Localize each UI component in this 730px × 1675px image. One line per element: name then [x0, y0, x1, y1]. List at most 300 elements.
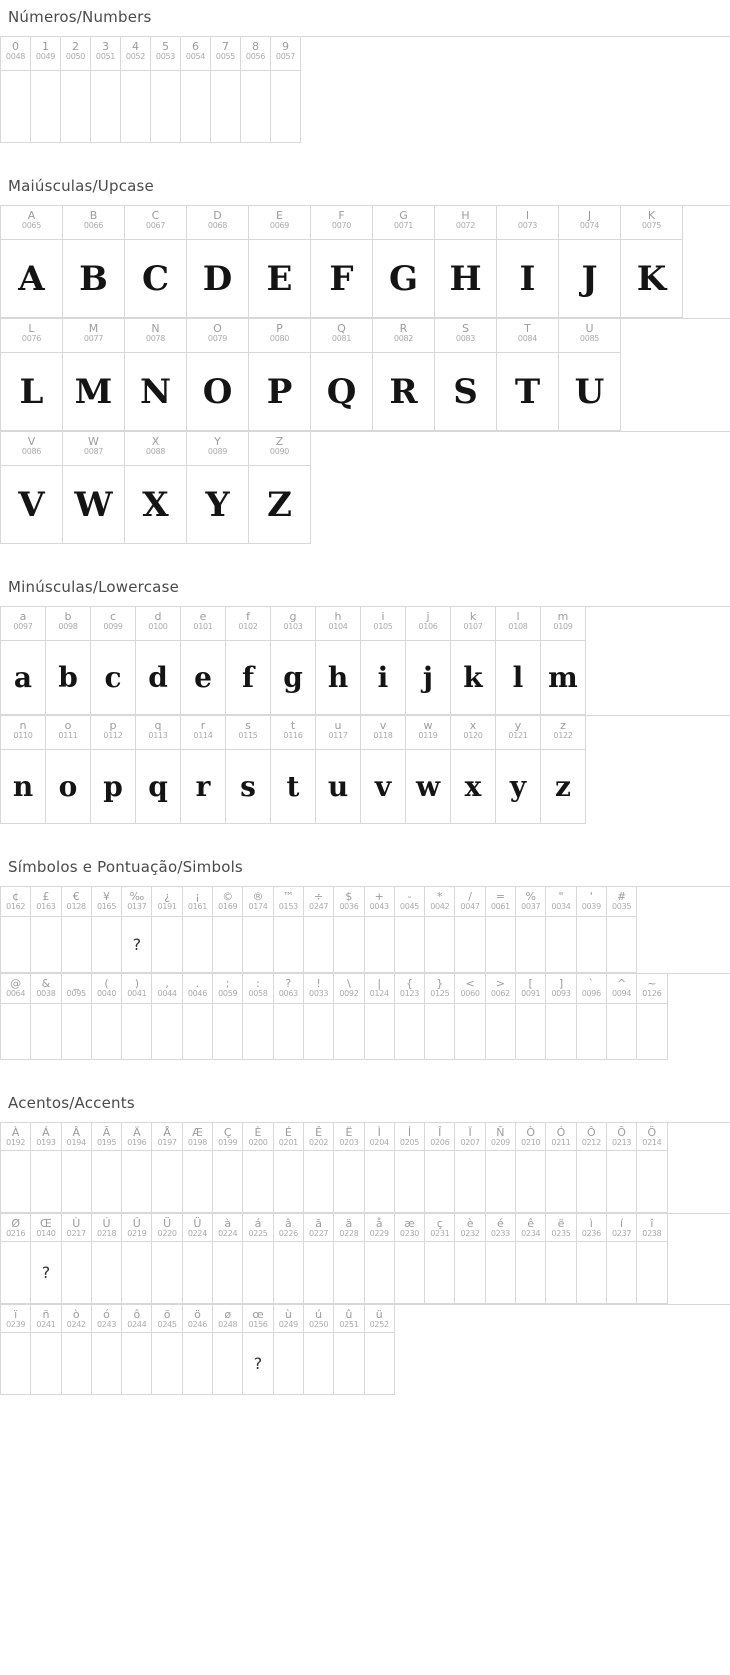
glyph-header-cell[interactable] [213, 1214, 243, 1242]
glyph-header-cell[interactable] [122, 1305, 152, 1333]
glyph-body-cell[interactable] [91, 641, 136, 715]
glyph-body-cell[interactable] [271, 641, 316, 715]
glyph-header-cell[interactable] [91, 37, 121, 71]
glyph-body-cell[interactable] [304, 1004, 334, 1060]
glyph-body-cell[interactable] [213, 1242, 243, 1304]
glyph-header-cell[interactable] [373, 319, 435, 353]
glyph-header-cell[interactable] [91, 607, 136, 641]
glyph-body-cell[interactable] [31, 917, 61, 973]
glyph-header-cell[interactable] [271, 37, 301, 71]
glyph-body-cell[interactable] [486, 1242, 516, 1304]
glyph-body-cell[interactable] [455, 1151, 485, 1213]
glyph-header-cell[interactable] [365, 887, 395, 917]
glyph-body-cell[interactable] [559, 353, 621, 431]
glyph-body-cell[interactable] [152, 1004, 182, 1060]
glyph-header-cell[interactable] [136, 607, 181, 641]
glyph-body-cell[interactable] [395, 1151, 425, 1213]
glyph-header-cell[interactable] [1, 974, 31, 1004]
glyph-header-cell[interactable] [451, 716, 496, 750]
glyph-header-cell[interactable] [455, 1123, 485, 1151]
glyph-header-cell[interactable] [304, 1123, 334, 1151]
glyph-header-cell[interactable] [274, 1214, 304, 1242]
glyph-header-cell[interactable] [243, 1305, 273, 1333]
glyph-body-cell[interactable] [451, 641, 496, 715]
glyph-body-cell[interactable] [334, 917, 364, 973]
glyph-body-cell[interactable] [92, 1333, 122, 1395]
glyph-header-cell[interactable] [311, 319, 373, 353]
glyph-header-cell[interactable] [31, 887, 61, 917]
glyph-header-cell[interactable] [395, 1214, 425, 1242]
glyph-body-cell[interactable] [213, 917, 243, 973]
glyph-body-cell[interactable] [243, 1151, 273, 1213]
glyph-header-cell[interactable] [455, 1214, 485, 1242]
glyph-body-cell[interactable] [425, 917, 455, 973]
glyph-body-cell[interactable] [181, 71, 211, 143]
glyph-header-cell[interactable] [63, 206, 125, 240]
glyph-body-cell[interactable] [1, 353, 63, 431]
glyph-header-cell[interactable] [213, 1305, 243, 1333]
glyph-body-cell[interactable] [63, 353, 125, 431]
glyph-header-cell[interactable] [181, 716, 226, 750]
glyph-header-cell[interactable] [183, 974, 213, 1004]
glyph-body-cell[interactable] [435, 240, 497, 318]
glyph-header-cell[interactable] [92, 887, 122, 917]
glyph-body-cell[interactable] [365, 1004, 395, 1060]
glyph-body-cell[interactable] [497, 353, 559, 431]
glyph-body-cell[interactable] [435, 353, 497, 431]
glyph-body-cell[interactable] [31, 1242, 61, 1304]
glyph-body-cell[interactable] [92, 1004, 122, 1060]
glyph-body-cell[interactable] [304, 1151, 334, 1213]
glyph-header-cell[interactable] [559, 206, 621, 240]
glyph-body-cell[interactable] [31, 71, 61, 143]
glyph-body-cell[interactable] [455, 917, 485, 973]
glyph-header-cell[interactable] [62, 1305, 92, 1333]
glyph-body-cell[interactable] [122, 1151, 152, 1213]
glyph-body-cell[interactable] [516, 1004, 546, 1060]
glyph-header-cell[interactable] [497, 319, 559, 353]
glyph-body-cell[interactable] [334, 1242, 364, 1304]
glyph-header-cell[interactable] [541, 607, 586, 641]
glyph-body-cell[interactable] [559, 240, 621, 318]
glyph-header-cell[interactable] [213, 1123, 243, 1151]
glyph-header-cell[interactable] [152, 1214, 182, 1242]
glyph-body-cell[interactable] [122, 1333, 152, 1395]
glyph-body-cell[interactable] [62, 1004, 92, 1060]
glyph-header-cell[interactable] [425, 1214, 455, 1242]
glyph-header-cell[interactable] [577, 887, 607, 917]
glyph-body-cell[interactable] [181, 641, 226, 715]
glyph-header-cell[interactable] [181, 607, 226, 641]
glyph-header-cell[interactable] [497, 206, 559, 240]
glyph-body-cell[interactable] [271, 750, 316, 824]
glyph-header-cell[interactable] [486, 887, 516, 917]
glyph-header-cell[interactable] [122, 1214, 152, 1242]
glyph-body-cell[interactable] [455, 1242, 485, 1304]
glyph-header-cell[interactable] [152, 887, 182, 917]
glyph-header-cell[interactable] [1, 1123, 31, 1151]
glyph-header-cell[interactable] [425, 887, 455, 917]
glyph-header-cell[interactable] [577, 974, 607, 1004]
glyph-body-cell[interactable] [63, 466, 125, 544]
glyph-body-cell[interactable] [1, 1151, 31, 1213]
glyph-body-cell[interactable] [61, 71, 91, 143]
glyph-header-cell[interactable] [406, 607, 451, 641]
glyph-header-cell[interactable] [92, 974, 122, 1004]
glyph-header-cell[interactable] [304, 887, 334, 917]
glyph-header-cell[interactable] [496, 607, 541, 641]
glyph-body-cell[interactable] [274, 1242, 304, 1304]
glyph-body-cell[interactable] [577, 1242, 607, 1304]
glyph-header-cell[interactable] [213, 974, 243, 1004]
glyph-header-cell[interactable] [395, 887, 425, 917]
glyph-body-cell[interactable] [304, 1242, 334, 1304]
glyph-body-cell[interactable] [62, 1333, 92, 1395]
glyph-body-cell[interactable] [546, 1004, 576, 1060]
glyph-body-cell[interactable] [125, 353, 187, 431]
glyph-body-cell[interactable] [1, 641, 46, 715]
glyph-body-cell[interactable] [249, 240, 311, 318]
glyph-body-cell[interactable] [226, 641, 271, 715]
glyph-header-cell[interactable] [637, 1123, 667, 1151]
glyph-body-cell[interactable] [211, 71, 241, 143]
glyph-header-cell[interactable] [46, 607, 91, 641]
glyph-header-cell[interactable] [435, 206, 497, 240]
glyph-body-cell[interactable] [213, 1004, 243, 1060]
glyph-body-cell[interactable] [451, 750, 496, 824]
glyph-header-cell[interactable] [62, 974, 92, 1004]
glyph-header-cell[interactable] [125, 432, 187, 466]
glyph-header-cell[interactable] [607, 887, 637, 917]
glyph-body-cell[interactable] [125, 240, 187, 318]
glyph-header-cell[interactable] [151, 37, 181, 71]
glyph-header-cell[interactable] [607, 1123, 637, 1151]
glyph-body-cell[interactable] [1, 1242, 31, 1304]
glyph-header-cell[interactable] [334, 1305, 364, 1333]
glyph-header-cell[interactable] [496, 716, 541, 750]
glyph-header-cell[interactable] [152, 1123, 182, 1151]
glyph-header-cell[interactable] [1, 1214, 31, 1242]
glyph-header-cell[interactable] [486, 1214, 516, 1242]
glyph-body-cell[interactable] [243, 1242, 273, 1304]
glyph-header-cell[interactable] [187, 319, 249, 353]
glyph-body-cell[interactable] [183, 1004, 213, 1060]
glyph-body-cell[interactable] [395, 1242, 425, 1304]
glyph-header-cell[interactable] [243, 1123, 273, 1151]
glyph-body-cell[interactable] [621, 240, 683, 318]
glyph-body-cell[interactable] [541, 750, 586, 824]
glyph-body-cell[interactable] [62, 1151, 92, 1213]
glyph-body-cell[interactable] [1, 917, 31, 973]
glyph-header-cell[interactable] [274, 974, 304, 1004]
glyph-header-cell[interactable] [121, 37, 151, 71]
glyph-body-cell[interactable] [497, 240, 559, 318]
glyph-body-cell[interactable] [183, 917, 213, 973]
glyph-body-cell[interactable] [92, 917, 122, 973]
glyph-header-cell[interactable] [559, 319, 621, 353]
glyph-body-cell[interactable] [395, 1004, 425, 1060]
glyph-body-cell[interactable] [334, 1333, 364, 1395]
glyph-header-cell[interactable] [607, 974, 637, 1004]
glyph-header-cell[interactable] [577, 1123, 607, 1151]
glyph-body-cell[interactable] [31, 1151, 61, 1213]
glyph-header-cell[interactable] [373, 206, 435, 240]
glyph-body-cell[interactable] [334, 1004, 364, 1060]
glyph-header-cell[interactable] [92, 1123, 122, 1151]
glyph-header-cell[interactable] [546, 887, 576, 917]
glyph-header-cell[interactable] [435, 319, 497, 353]
glyph-header-cell[interactable] [183, 1123, 213, 1151]
glyph-header-cell[interactable] [541, 716, 586, 750]
glyph-body-cell[interactable] [406, 641, 451, 715]
glyph-header-cell[interactable] [546, 1123, 576, 1151]
glyph-header-cell[interactable] [91, 716, 136, 750]
glyph-header-cell[interactable] [1, 319, 63, 353]
glyph-header-cell[interactable] [92, 1214, 122, 1242]
glyph-header-cell[interactable] [406, 716, 451, 750]
glyph-body-cell[interactable] [243, 1333, 273, 1395]
glyph-header-cell[interactable] [62, 1214, 92, 1242]
glyph-body-cell[interactable] [1, 1333, 31, 1395]
glyph-header-cell[interactable] [125, 319, 187, 353]
glyph-header-cell[interactable] [425, 974, 455, 1004]
glyph-header-cell[interactable] [516, 974, 546, 1004]
glyph-body-cell[interactable] [425, 1004, 455, 1060]
glyph-header-cell[interactable] [63, 432, 125, 466]
glyph-header-cell[interactable] [1, 1305, 31, 1333]
glyph-header-cell[interactable] [1, 607, 46, 641]
glyph-header-cell[interactable] [62, 887, 92, 917]
glyph-body-cell[interactable] [304, 917, 334, 973]
glyph-header-cell[interactable] [181, 37, 211, 71]
glyph-header-cell[interactable] [365, 1123, 395, 1151]
glyph-header-cell[interactable] [152, 974, 182, 1004]
glyph-body-cell[interactable] [152, 917, 182, 973]
glyph-body-cell[interactable] [274, 1004, 304, 1060]
glyph-body-cell[interactable] [1, 750, 46, 824]
glyph-header-cell[interactable] [637, 974, 667, 1004]
glyph-body-cell[interactable] [365, 1151, 395, 1213]
glyph-body-cell[interactable] [62, 1242, 92, 1304]
glyph-body-cell[interactable] [486, 917, 516, 973]
glyph-body-cell[interactable] [62, 917, 92, 973]
glyph-header-cell[interactable] [213, 887, 243, 917]
glyph-body-cell[interactable] [152, 1242, 182, 1304]
glyph-body-cell[interactable] [607, 1242, 637, 1304]
glyph-body-cell[interactable] [152, 1151, 182, 1213]
glyph-header-cell[interactable] [31, 37, 61, 71]
glyph-body-cell[interactable] [607, 917, 637, 973]
glyph-header-cell[interactable] [271, 716, 316, 750]
glyph-body-cell[interactable] [316, 750, 361, 824]
glyph-body-cell[interactable] [181, 750, 226, 824]
glyph-header-cell[interactable] [241, 37, 271, 71]
glyph-body-cell[interactable] [152, 1333, 182, 1395]
glyph-body-cell[interactable] [31, 1333, 61, 1395]
glyph-body-cell[interactable] [361, 750, 406, 824]
glyph-header-cell[interactable] [183, 1214, 213, 1242]
glyph-header-cell[interactable] [637, 1214, 667, 1242]
glyph-body-cell[interactable] [183, 1242, 213, 1304]
glyph-body-cell[interactable] [1, 1004, 31, 1060]
glyph-header-cell[interactable] [122, 1123, 152, 1151]
glyph-body-cell[interactable] [122, 1242, 152, 1304]
glyph-body-cell[interactable] [577, 1151, 607, 1213]
glyph-body-cell[interactable] [249, 466, 311, 544]
glyph-body-cell[interactable] [187, 353, 249, 431]
glyph-header-cell[interactable] [334, 1214, 364, 1242]
glyph-header-cell[interactable] [226, 607, 271, 641]
glyph-header-cell[interactable] [274, 1305, 304, 1333]
glyph-header-cell[interactable] [271, 607, 316, 641]
glyph-header-cell[interactable] [183, 1305, 213, 1333]
glyph-body-cell[interactable] [546, 917, 576, 973]
glyph-body-cell[interactable] [91, 71, 121, 143]
glyph-header-cell[interactable] [1, 206, 63, 240]
glyph-body-cell[interactable] [183, 1151, 213, 1213]
glyph-body-cell[interactable] [607, 1151, 637, 1213]
glyph-header-cell[interactable] [63, 319, 125, 353]
glyph-body-cell[interactable] [274, 1333, 304, 1395]
glyph-body-cell[interactable] [311, 240, 373, 318]
glyph-header-cell[interactable] [226, 716, 271, 750]
glyph-body-cell[interactable] [243, 917, 273, 973]
glyph-body-cell[interactable] [226, 750, 271, 824]
glyph-header-cell[interactable] [334, 887, 364, 917]
glyph-body-cell[interactable] [486, 1004, 516, 1060]
glyph-body-cell[interactable] [406, 750, 451, 824]
glyph-body-cell[interactable] [121, 71, 151, 143]
glyph-body-cell[interactable] [577, 917, 607, 973]
glyph-header-cell[interactable] [1, 37, 31, 71]
glyph-header-cell[interactable] [249, 319, 311, 353]
glyph-header-cell[interactable] [316, 607, 361, 641]
glyph-header-cell[interactable] [243, 887, 273, 917]
glyph-header-cell[interactable] [304, 974, 334, 1004]
glyph-body-cell[interactable] [455, 1004, 485, 1060]
glyph-header-cell[interactable] [621, 206, 683, 240]
glyph-header-cell[interactable] [1, 887, 31, 917]
glyph-header-cell[interactable] [183, 887, 213, 917]
glyph-body-cell[interactable] [334, 1151, 364, 1213]
glyph-body-cell[interactable] [91, 750, 136, 824]
glyph-header-cell[interactable] [122, 974, 152, 1004]
glyph-header-cell[interactable] [361, 716, 406, 750]
glyph-body-cell[interactable] [546, 1242, 576, 1304]
glyph-header-cell[interactable] [31, 1214, 61, 1242]
glyph-body-cell[interactable] [425, 1242, 455, 1304]
glyph-header-cell[interactable] [31, 1123, 61, 1151]
glyph-body-cell[interactable] [1, 71, 31, 143]
glyph-header-cell[interactable] [243, 974, 273, 1004]
glyph-body-cell[interactable] [373, 353, 435, 431]
glyph-header-cell[interactable] [136, 716, 181, 750]
glyph-body-cell[interactable] [361, 641, 406, 715]
glyph-header-cell[interactable] [607, 1214, 637, 1242]
glyph-header-cell[interactable] [425, 1123, 455, 1151]
glyph-header-cell[interactable] [395, 974, 425, 1004]
glyph-header-cell[interactable] [274, 887, 304, 917]
glyph-body-cell[interactable] [1, 240, 63, 318]
glyph-body-cell[interactable] [46, 641, 91, 715]
glyph-body-cell[interactable] [271, 71, 301, 143]
glyph-body-cell[interactable] [365, 1242, 395, 1304]
glyph-body-cell[interactable] [151, 71, 181, 143]
glyph-header-cell[interactable] [455, 974, 485, 1004]
glyph-body-cell[interactable] [46, 750, 91, 824]
glyph-body-cell[interactable] [496, 641, 541, 715]
glyph-header-cell[interactable] [46, 716, 91, 750]
glyph-body-cell[interactable] [187, 240, 249, 318]
glyph-body-cell[interactable] [637, 1151, 667, 1213]
glyph-header-cell[interactable] [546, 1214, 576, 1242]
glyph-body-cell[interactable] [541, 641, 586, 715]
glyph-body-cell[interactable] [395, 917, 425, 973]
glyph-body-cell[interactable] [516, 1151, 546, 1213]
glyph-body-cell[interactable] [607, 1004, 637, 1060]
glyph-body-cell[interactable] [496, 750, 541, 824]
glyph-header-cell[interactable] [395, 1123, 425, 1151]
glyph-header-cell[interactable] [334, 1123, 364, 1151]
glyph-body-cell[interactable] [183, 1333, 213, 1395]
glyph-body-cell[interactable] [213, 1151, 243, 1213]
glyph-body-cell[interactable] [136, 750, 181, 824]
glyph-header-cell[interactable] [249, 432, 311, 466]
glyph-body-cell[interactable] [425, 1151, 455, 1213]
glyph-body-cell[interactable] [637, 1242, 667, 1304]
glyph-header-cell[interactable] [211, 37, 241, 71]
glyph-header-cell[interactable] [516, 1214, 546, 1242]
glyph-body-cell[interactable] [311, 353, 373, 431]
glyph-header-cell[interactable] [249, 206, 311, 240]
glyph-header-cell[interactable] [334, 974, 364, 1004]
glyph-header-cell[interactable] [1, 432, 63, 466]
glyph-body-cell[interactable] [122, 1004, 152, 1060]
glyph-header-cell[interactable] [243, 1214, 273, 1242]
glyph-body-cell[interactable] [316, 641, 361, 715]
glyph-header-cell[interactable] [31, 1305, 61, 1333]
glyph-header-cell[interactable] [92, 1305, 122, 1333]
glyph-header-cell[interactable] [486, 974, 516, 1004]
glyph-header-cell[interactable] [365, 1214, 395, 1242]
glyph-body-cell[interactable] [187, 466, 249, 544]
glyph-header-cell[interactable] [516, 887, 546, 917]
glyph-body-cell[interactable] [516, 1242, 546, 1304]
glyph-header-cell[interactable] [304, 1305, 334, 1333]
glyph-body-cell[interactable] [249, 353, 311, 431]
glyph-header-cell[interactable] [187, 206, 249, 240]
glyph-body-cell[interactable] [546, 1151, 576, 1213]
glyph-header-cell[interactable] [486, 1123, 516, 1151]
glyph-body-cell[interactable] [122, 917, 152, 973]
glyph-header-cell[interactable] [187, 432, 249, 466]
glyph-header-cell[interactable] [577, 1214, 607, 1242]
glyph-body-cell[interactable] [516, 917, 546, 973]
glyph-body-cell[interactable] [92, 1242, 122, 1304]
glyph-header-cell[interactable] [61, 37, 91, 71]
glyph-body-cell[interactable] [365, 1333, 395, 1395]
glyph-header-cell[interactable] [125, 206, 187, 240]
glyph-header-cell[interactable] [31, 974, 61, 1004]
glyph-body-cell[interactable] [125, 466, 187, 544]
glyph-header-cell[interactable] [365, 1305, 395, 1333]
glyph-body-cell[interactable] [241, 71, 271, 143]
glyph-header-cell[interactable] [546, 974, 576, 1004]
glyph-header-cell[interactable] [316, 716, 361, 750]
glyph-body-cell[interactable] [577, 1004, 607, 1060]
glyph-body-cell[interactable] [92, 1151, 122, 1213]
glyph-header-cell[interactable] [516, 1123, 546, 1151]
